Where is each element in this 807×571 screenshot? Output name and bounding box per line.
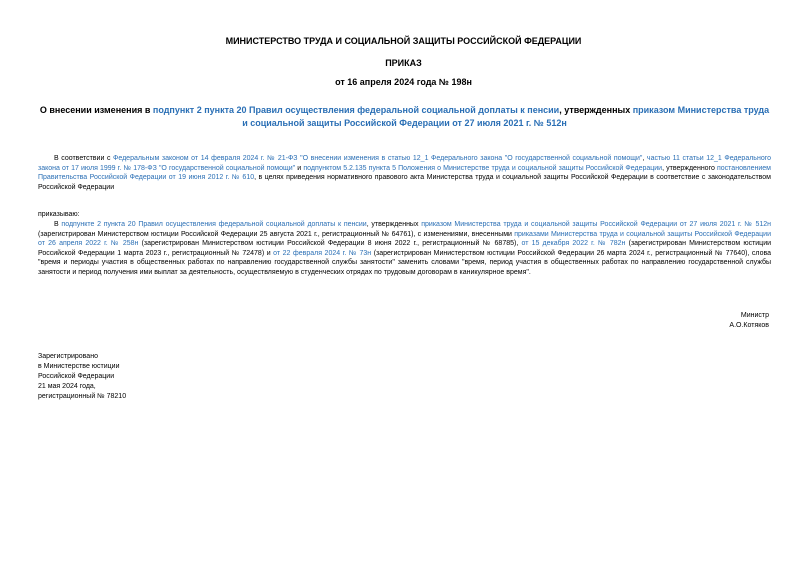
body-text: , утвержденных [366, 221, 422, 228]
preamble-text: , [642, 155, 647, 162]
link-federal-law-21fz[interactable]: Федеральным законом от 14 февраля 2024 г. № 21-ФЗ "О внесении изменения в статью 12_1 Федерального закона "О государственной социальной помощи" [113, 155, 643, 162]
document-date-number: от 16 апреля 2024 года № 198н [335, 77, 472, 87]
body-paragraph [38, 220, 771, 277]
body-text: В [54, 221, 62, 228]
document-title [38, 104, 771, 130]
title-text: О внесении изменения в [39, 105, 153, 115]
registration-line: Зарегистрировано [38, 353, 98, 360]
signature-name: А.О.Котяков [729, 322, 769, 329]
preamble-text: , утвержденного [662, 164, 717, 172]
ministry-heading: МИНИСТЕРСТВО ТРУДА И СОЦИАЛЬНОЙ ЗАЩИТЫ РОССИЙСКОЙ ФЕДЕРАЦИИ [225, 36, 582, 46]
preamble-text: В соответствии с [54, 155, 114, 162]
registration-number: регистрационный № 78210 [38, 393, 127, 400]
link-order-782n[interactable]: от 15 декабря 2022 г. № 782н [521, 240, 626, 247]
link-regulation-subpoint[interactable]: подпунктом 5.2.135 пункта 5 Положения о Министерстве труда и социальной защиты Российской Федерации [303, 164, 663, 172]
link-rules-subpoint[interactable]: подпункте 2 пункта 20 Правил осуществления федеральной социальной доплаты к пенсии [61, 221, 367, 228]
link-order-73n[interactable]: от 22 февраля 2024 г. № 73н [273, 249, 372, 257]
preamble-paragraph [38, 154, 771, 192]
title-link-rules[interactable]: подпункт 2 пункта 20 Правил осуществления федеральной социальной доплаты к пенсии [152, 105, 560, 115]
document-type-heading: ПРИКАЗ [385, 58, 422, 68]
link-law-178fz[interactable]: частью 11 статьи 12_1 Федерального закона от 17 июля 1999 г. № 178-ФЗ "О государственной социальной помощи" [38, 155, 772, 172]
registration-block [38, 352, 126, 402]
preamble-text: и [295, 164, 304, 172]
registration-date: 21 мая 2024 года, [38, 383, 96, 390]
title-text: , утвержденных [559, 105, 633, 115]
link-order-258n[interactable]: приказами Министерства труда и социальной защиты Российской Федерации от 26 апреля 2022 г. № 258н [38, 230, 771, 247]
order-word: приказываю: [38, 211, 80, 218]
registration-line: Российской Федерации [38, 373, 115, 380]
title-link-order[interactable]: приказом Министерства труда и социальной защиты Российской Федерации от 27 июля 2021 г. № 512н [242, 105, 770, 128]
body-text: (зарегистрирован Министерством юстиции Российской Федерации 26 марта 2024 г., регистрационный № 77640), слова "время и периоды участия в общественных работах по направлению государственной службы занятости" заменить словами "время, период участия в общественных работах по направлению государственной службы занятости и период получения ими выплат за деятельность, осуществляемую в студенческих отрядах по трудовым договорам в каникулярное время". [38, 249, 772, 276]
link-order-512n[interactable]: приказом Министерства труда и социальной защиты Российской Федерации от 27 июля 2021 г. № 512н [421, 221, 771, 228]
registration-line: в Министерстве юстиции [38, 363, 120, 370]
body-text: (зарегистрирован Министерством юстиции Российской Федерации 25 августа 2021 г., регистрационный № 64761), с изменениями, внесенными [38, 230, 515, 238]
link-government-resolution[interactable]: постановлением Правительства Российской Федерации от 19 июня 2012 г. № 610 [38, 164, 771, 181]
body-text: (зарегистрирован Министерством юстиции Российской Федерации 1 марта 2023 г., регистрационный № 72478) и [38, 240, 772, 257]
body-text: (зарегистрирован Министерством юстиции Российской Федерации 8 июня 2022 г., регистрационный № 68785), [138, 240, 522, 247]
signature-position: Министр [740, 312, 769, 319]
preamble-text: , в целях приведения нормативного правового акта Министерства труда и социальной защиты Российской Федерации в соответствие с законодательством Российской Федерации [38, 174, 771, 191]
